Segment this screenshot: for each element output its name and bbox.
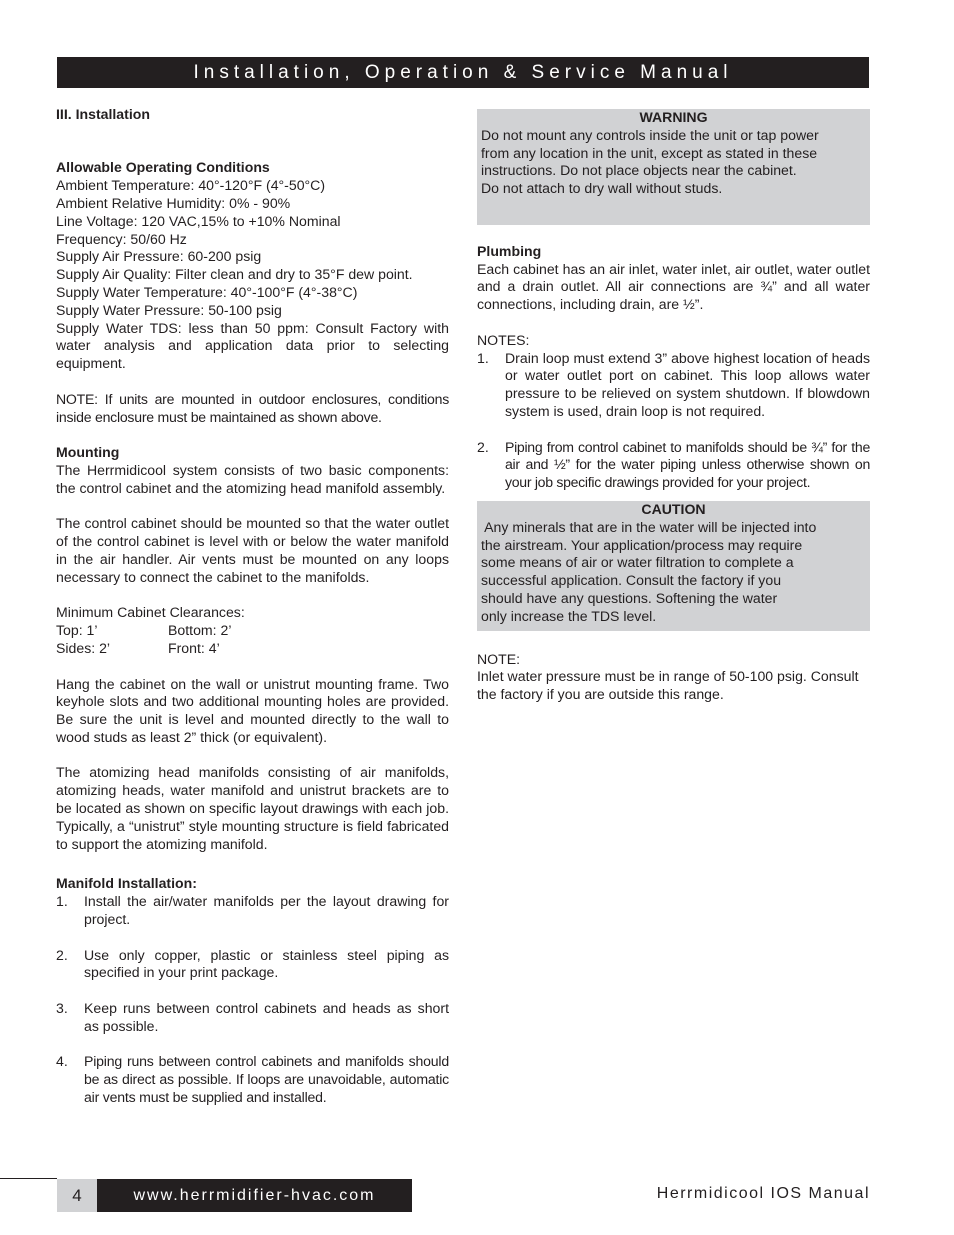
clearances-title: Minimum Cabinet Clearances: bbox=[56, 604, 245, 621]
condition-air-quality: Supply Air Quality: Filter clean and dry to 35°F dew point. bbox=[56, 266, 413, 283]
condition-water-tds: Supply Water TDS: less than 50 ppm: Consult Factory with water analysis and application data prior to selecting equipment. bbox=[56, 319, 449, 372]
condition-water-pressure: Supply Water Pressure: 50-100 psig bbox=[56, 301, 282, 318]
clearances-row-2 bbox=[56, 640, 449, 658]
mounting-paragraph-4: The atomizing head manifolds consisting of air manifolds, atomizing heads, water manifold and unistrut brackets are to be located as shown on specific layout drawings with each job. Typically, a “unistrut” style mounting structure is field fabricated to support the atomizing manifold. bbox=[56, 764, 449, 852]
warning-line: instructions. Do not place objects near the cabinet. bbox=[481, 162, 797, 179]
caution-box bbox=[477, 501, 870, 631]
caution-line: only increase the TDS level. bbox=[481, 607, 657, 624]
list-item: 2. Piping from control cabinet to manifolds should be ¾” for the air and ½” for the water piping unless otherwise shown on your job specific drawings provided for your project. bbox=[477, 438, 870, 491]
section-title: III. Installation bbox=[56, 106, 150, 122]
manifold-steps-list bbox=[56, 893, 449, 1107]
clearance-front: Front: 4’ bbox=[168, 639, 220, 656]
mounting-paragraph-2: The control cabinet should be mounted so that the water outlet of the control cabinet is level with or below the water manifold in the air handler. Air vents must be mounted on any loops necessary to connect the cabinet to the manifolds. bbox=[56, 515, 449, 585]
mounting-paragraph-1: The Herrmidicool system consists of two basic components: the control cabinet and the atomizing head manifold assembly. bbox=[56, 461, 449, 496]
mounting-paragraph-3: Hang the cabinet on the wall or unistrut mounting frame. Two keyhole slots and two additional mounting holes are provided. Be sure the unit is level and mounted directly to the wall to wood studs as least 2” thick (or equivalent). bbox=[56, 675, 449, 745]
caution-line: the airstream. Your application/process may require bbox=[481, 536, 803, 553]
condition-line-voltage: Line Voltage: 120 VAC,15% to +10% Nominal bbox=[56, 212, 341, 229]
page-number: 4 bbox=[57, 1179, 97, 1212]
caution-line: successful application. Consult the factory if you bbox=[481, 572, 782, 589]
note-label: NOTE: bbox=[477, 650, 521, 667]
clearance-bottom: Bottom: 2’ bbox=[168, 622, 232, 639]
caution-line: some means of air or water filtration to complete a bbox=[481, 554, 794, 571]
condition-air-pressure: Supply Air Pressure: 60-200 psig bbox=[56, 248, 262, 265]
condition-frequency: Frequency: 50/60 Hz bbox=[56, 230, 187, 247]
list-item: 4. Piping runs between control cabinets and manifolds should be as direct as possible. If loops are unavoidable, automatic air vents must be supplied and installed. bbox=[56, 1053, 449, 1106]
condition-humidity: Ambient Relative Humidity: 0% - 90% bbox=[56, 194, 291, 211]
plumbing-paragraph: Each cabinet has an air inlet, water inlet, air outlet, water outlet and a drain outlet. All air connections are ¾” and all water connections, including drain, are ½”. bbox=[477, 260, 870, 313]
warning-line: from any location in the unit, except as stated in these bbox=[481, 144, 818, 161]
condition-ambient-temp: Ambient Temperature: 40°-120°F (4°-50°C) bbox=[56, 177, 326, 194]
plumbing-heading: Plumbing bbox=[477, 242, 542, 259]
caution-line: Any minerals that are in the water will be injected into bbox=[481, 518, 817, 535]
warning-line: Do not attach to dry wall without studs. bbox=[481, 180, 723, 197]
plumbing-notes-list bbox=[477, 350, 870, 492]
header-title-bar bbox=[57, 57, 869, 88]
caution-title: CAUTION bbox=[641, 500, 706, 517]
left-column bbox=[56, 106, 449, 1107]
list-item: 1. Install the air/water manifolds per the layout drawing for project. bbox=[56, 893, 449, 928]
warning-title: WARNING bbox=[639, 109, 708, 125]
footer-manual-name: Herrmidicool IOS Manual bbox=[656, 1185, 870, 1202]
list-item: 1. Drain loop must extend 3” above highest location of heads or water outlet port on cabinet. This loop allows water pressure to be relieved on system shutdown. If blowdown system is used, drain loop is not required. bbox=[477, 349, 870, 419]
clearances-row-1 bbox=[56, 622, 449, 640]
notes-label: NOTES: bbox=[477, 331, 530, 348]
mounting-heading: Mounting bbox=[56, 444, 120, 461]
outdoor-note: NOTE: If units are mounted in outdoor enclosures, conditions inside enclosure must be maintained as shown above. bbox=[56, 390, 449, 425]
caution-line: should have any questions. Softening the water bbox=[481, 589, 778, 606]
footer-rule bbox=[0, 1178, 57, 1179]
list-item: 2. Use only copper, plastic or stainless steel piping as specified in your print package. bbox=[56, 946, 449, 981]
footer-website-url: www.herrmidifier-hvac.com bbox=[97, 1179, 412, 1212]
conditions-heading: Allowable Operating Conditions bbox=[56, 159, 270, 176]
pressure-note: Inlet water pressure must be in range of 50-100 psig. Consult the factory if you are outside this range. bbox=[477, 668, 859, 703]
list-item: 3. Keep runs between control cabinets and heads as short as possible. bbox=[56, 1000, 449, 1034]
warning-box bbox=[477, 109, 870, 225]
manual-title: Installation, Operation & Service Manual bbox=[193, 62, 733, 83]
manifold-heading: Manifold Installation: bbox=[56, 875, 197, 892]
clearance-sides: Sides: 2’ bbox=[56, 639, 111, 656]
right-column bbox=[477, 109, 870, 704]
clearance-top: Top: 1’ bbox=[56, 622, 98, 639]
condition-water-temp: Supply Water Temperature: 40°-100°F (4°-38°C) bbox=[56, 283, 358, 300]
warning-line: Do not mount any controls inside the unit or tap power bbox=[481, 126, 819, 143]
